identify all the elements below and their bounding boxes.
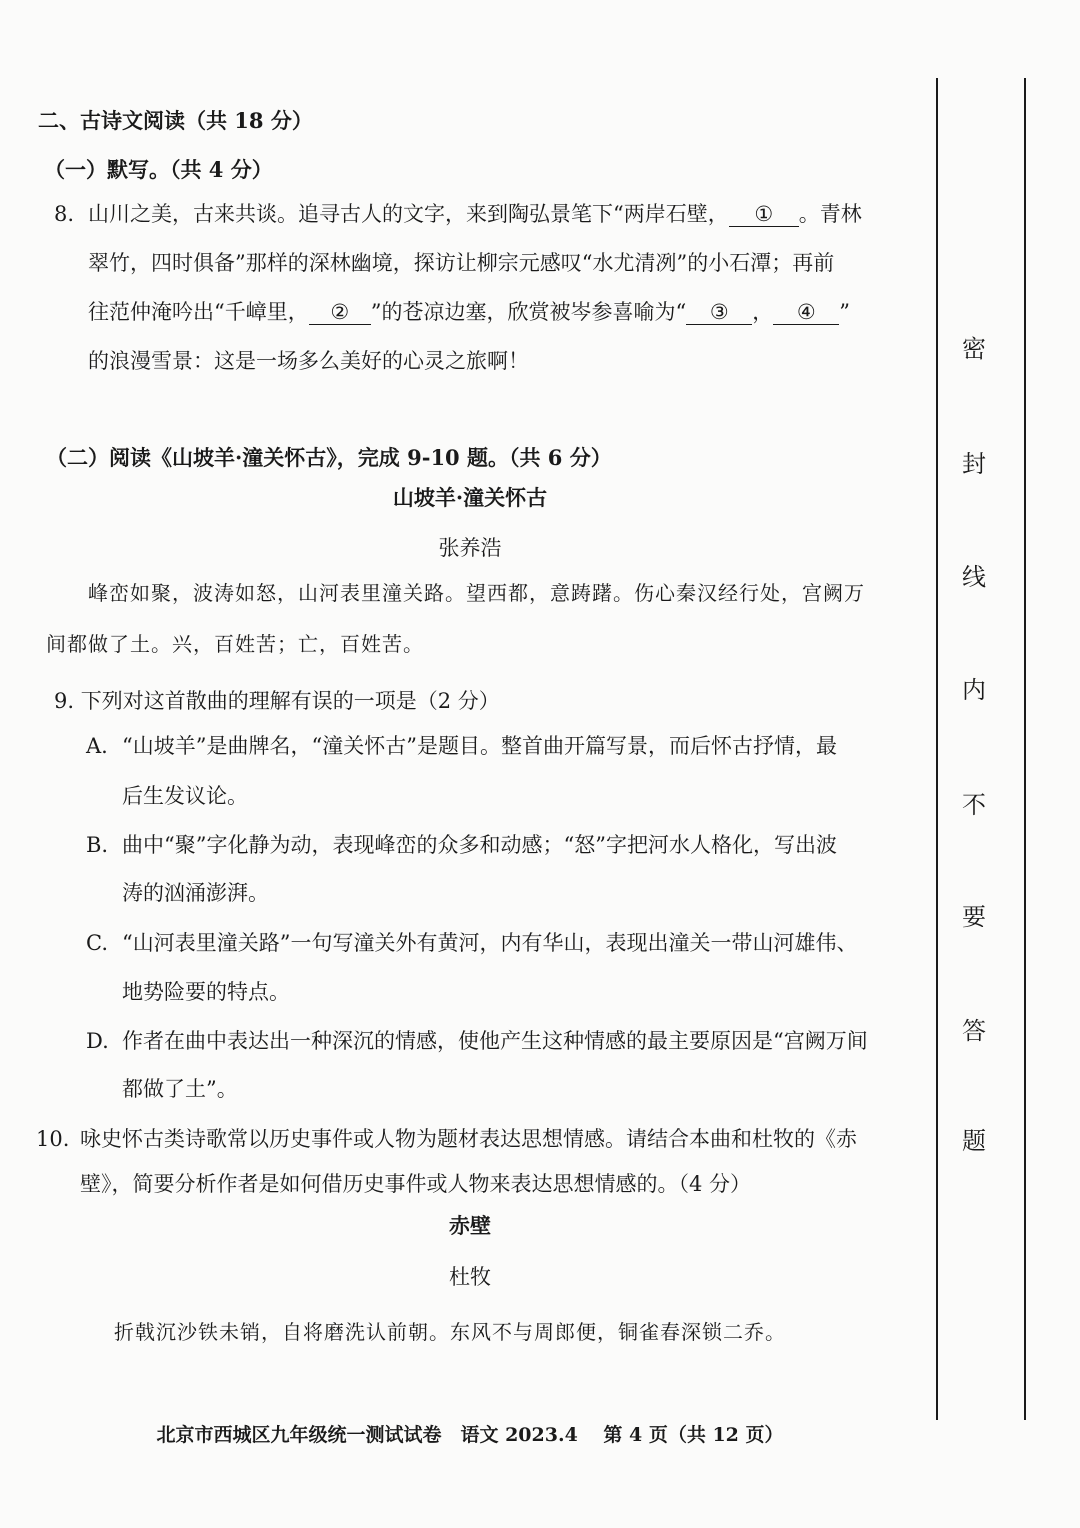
page-footer: 北京市西城区九年级统一测试试卷 语文 2023.4 第 4 页（共 12 页） (156, 1424, 784, 1446)
poem1-author: 张养浩 (438, 536, 502, 560)
poem2-author: 杜牧 (449, 1265, 491, 1289)
option-b-label: B. (86, 833, 109, 857)
section-title: 二、古诗文阅读（共 18 分） (38, 108, 313, 133)
blank-4: ④ (773, 300, 839, 325)
option-d-line-1: 作者在曲中表达出一种深沉的情感，使他产生这种情感的最主要原因是“宫阙万间 (122, 1029, 868, 1053)
q8-line-3: 往范仲淹吟出“千嶂里， ② ”的苍凉边塞，欣赏被岑参喜喻为“ ③ ， ④ ” (88, 300, 850, 324)
q8-line-1: 山川之美，古来共谈。追寻古人的文字，来到陶弘景笔下“两岸石壁， ① 。青林 (88, 202, 862, 226)
seal-char-6: 要 (962, 903, 986, 931)
option-c-label: C. (86, 931, 108, 955)
poem1-title: 山坡羊·潼关怀古 (392, 485, 548, 510)
poem1-line-2: 间都做了土。兴，百姓苦；亡，百姓苦。 (46, 632, 424, 656)
poem2-line: 折戟沉沙铁未销，自将磨洗认前朝。东风不与周郎便，铜雀春深锁二乔。 (114, 1320, 786, 1344)
option-b-line-1: 曲中“聚”字化静为动，表现峰峦的众多和动感；“怒”字把河水人格化，写出波 (122, 833, 837, 857)
seal-char-3: 线 (962, 563, 986, 591)
seal-char-5: 不 (962, 791, 986, 819)
blank-2: ② (309, 300, 371, 325)
seal-char-4: 内 (962, 676, 986, 704)
option-a-line-2: 后生发议论。 (122, 784, 248, 808)
q10-line-2: 壁》，简要分析作者是如何借历史事件或人物来表达思想情感的。（4 分） (80, 1172, 752, 1196)
poem1-line-1: 峰峦如聚，波涛如怒，山河表里潼关路。望西都，意踌躇。伤心秦汉经行处，宫阙万 (88, 581, 865, 605)
q8-number: 8. (54, 202, 75, 226)
seal-char-8: 题 (962, 1127, 986, 1155)
option-d-line-2: 都做了土”。 (122, 1077, 238, 1101)
option-c-line-1: “山河表里潼关路”一句写潼关外有黄河，内有华山，表现出潼关一带山河雄伟、 (122, 931, 858, 955)
option-b-line-2: 涛的汹涌澎湃。 (122, 881, 269, 905)
part1-title: （一）默写。（共 4 分） (44, 157, 273, 182)
option-d-label: D. (86, 1029, 109, 1053)
seal-rule-left (936, 78, 938, 1420)
poem2-title: 赤壁 (449, 1213, 491, 1238)
blank-1: ① (729, 202, 799, 227)
option-a-line-1: “山坡羊”是曲牌名，“潼关怀古”是题目。整首曲开篇写景，而后怀古抒情，最 (122, 734, 837, 758)
q8-line-4: 的浪漫雪景：这是一场多么美好的心灵之旅啊！ (88, 349, 529, 373)
option-a-label: A. (86, 734, 108, 758)
seal-char-2: 封 (962, 450, 986, 478)
q9-stem: 9. 下列对这首散曲的理解有误的一项是（2 分） (54, 689, 500, 713)
blank-3: ③ (686, 300, 752, 325)
q10-line-1: 咏史怀古类诗歌常以历史事件或人物为题材表达思想情感。请结合本曲和杜牧的《赤 (80, 1127, 857, 1151)
part2-title: （二）阅读《山坡羊·潼关怀古》，完成 9-10 题。（共 6 分） (46, 445, 612, 470)
q8-line-2: 翠竹，四时俱备”那样的深林幽境，探访让柳宗元感叹“水尤清冽”的小石潭；再前 (88, 251, 835, 275)
seal-rule-right (1024, 78, 1026, 1420)
seal-char-1: 密 (962, 335, 986, 363)
q10-number: 10. (36, 1127, 70, 1151)
option-c-line-2: 地势险要的特点。 (122, 980, 290, 1004)
seal-char-7: 答 (962, 1017, 986, 1045)
